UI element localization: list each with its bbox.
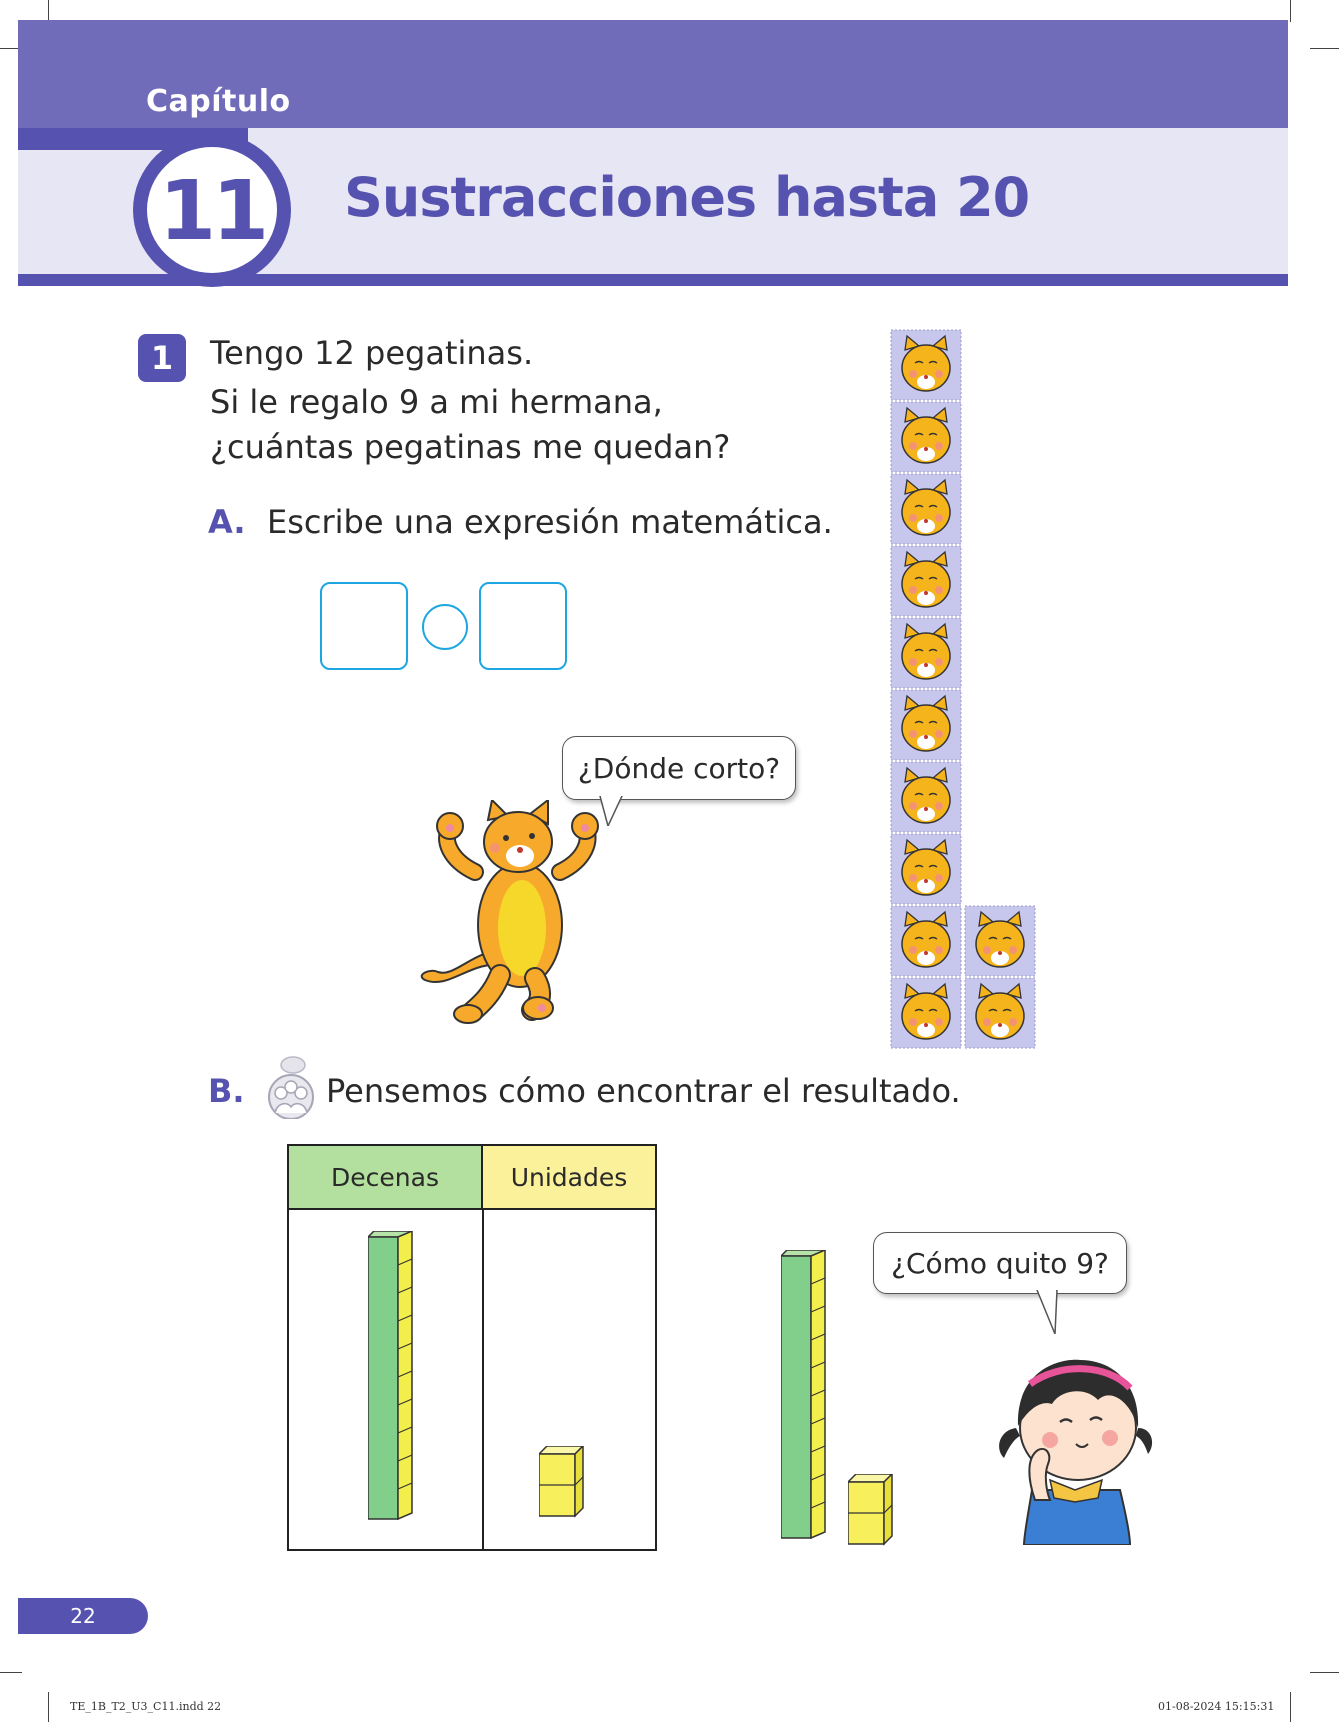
crop-mark bbox=[1310, 48, 1339, 49]
crop-mark bbox=[1290, 1692, 1291, 1722]
part-b-label: B. bbox=[208, 1072, 245, 1110]
cat-face-sticker-icon bbox=[965, 906, 1035, 976]
bubble-tail bbox=[1033, 1290, 1063, 1334]
chapter-number-badge bbox=[133, 133, 291, 287]
cat-face-sticker-icon bbox=[891, 546, 961, 616]
tens-rod-block bbox=[368, 1231, 414, 1526]
chapter-number: 11 bbox=[158, 164, 266, 259]
answer-box-subtrahend[interactable] bbox=[479, 582, 567, 670]
problem-line: ¿cuántas pegatinas me quedan? bbox=[210, 428, 731, 466]
cat-face-sticker-icon bbox=[891, 474, 961, 544]
crop-mark bbox=[1310, 1672, 1339, 1673]
problem-number-badge: 1 bbox=[138, 334, 186, 382]
girl-illustration bbox=[980, 1340, 1160, 1545]
problem-line: Tengo 12 pegatinas. bbox=[210, 334, 534, 372]
part-a-text: Escribe una expresión matemática. bbox=[267, 503, 833, 541]
loose-tens-rod bbox=[781, 1250, 827, 1545]
cat-face-sticker-icon bbox=[965, 978, 1035, 1048]
part-b-text: Pensemos cómo encontrar el resultado. bbox=[326, 1072, 961, 1110]
sticker-grid bbox=[889, 328, 1043, 1051]
chapter-label: Capítulo bbox=[146, 84, 291, 119]
cat-face-sticker-icon bbox=[891, 762, 961, 832]
page-number: 22 bbox=[70, 1604, 96, 1628]
tens-column-header: Decenas bbox=[289, 1146, 483, 1210]
group-discussion-icon bbox=[265, 1055, 317, 1119]
part-a-label: A. bbox=[208, 503, 246, 541]
cat-speech-text: ¿Dónde corto? bbox=[562, 736, 796, 800]
page-number-tab bbox=[18, 1598, 148, 1634]
place-value-table bbox=[287, 1144, 657, 1551]
girl-speech-text: ¿Cómo quito 9? bbox=[873, 1232, 1127, 1294]
cat-face-sticker-icon bbox=[891, 618, 961, 688]
answer-box-minuend[interactable] bbox=[320, 582, 408, 670]
ones-cubes-block bbox=[539, 1446, 585, 1518]
sticker-sheet bbox=[889, 328, 1043, 1051]
table-divider bbox=[482, 1210, 484, 1549]
crop-mark bbox=[0, 1672, 22, 1673]
crop-mark bbox=[48, 1692, 49, 1722]
cat-face-sticker-icon bbox=[891, 834, 961, 904]
girl-speech-bubble bbox=[873, 1232, 1127, 1294]
cat-face-sticker-icon bbox=[891, 402, 961, 472]
operator-circle[interactable] bbox=[422, 604, 468, 650]
print-slug-date: 01-08-2024 15:15:31 bbox=[1158, 1700, 1275, 1713]
cat-illustration bbox=[420, 800, 660, 1025]
problem-line: Si le regalo 9 a mi hermana, bbox=[210, 383, 663, 421]
cat-face-sticker-icon bbox=[891, 906, 961, 976]
cat-speech-bubble bbox=[562, 736, 796, 800]
print-slug-file: TE_1B_T2_U3_C11.indd 22 bbox=[70, 1700, 222, 1713]
cat-face-sticker-icon bbox=[891, 690, 961, 760]
cat-face-sticker-icon bbox=[891, 330, 961, 400]
crop-mark bbox=[1290, 0, 1291, 22]
crop-mark bbox=[48, 0, 49, 22]
loose-ones-cubes bbox=[848, 1474, 894, 1546]
cat-face-sticker-icon bbox=[891, 978, 961, 1048]
ones-column-header: Unidades bbox=[483, 1146, 655, 1210]
page-title: Sustracciones hasta 20 bbox=[344, 166, 1030, 229]
